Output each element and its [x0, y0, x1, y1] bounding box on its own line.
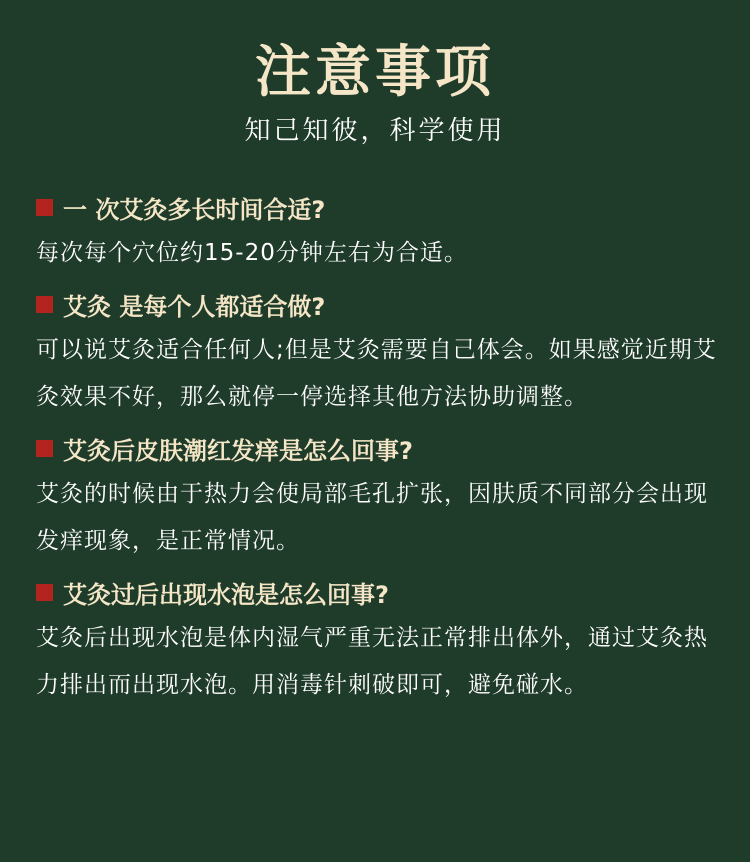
- square-bullet-icon: [36, 296, 53, 313]
- faq-answer: 可以说艾灸适合任何人;但是艾灸需要自己体会。如果感觉近期艾灸效果不好，那么就停一停选择其他方法协助调整。: [36, 337, 717, 410]
- faq-answer: 艾灸的时候由于热力会使局部毛孔扩张，因肤质不同部分会出现发痒现象，是正常情况。: [36, 481, 708, 554]
- faq-item-1: [36, 184, 726, 277]
- faq-answer: 艾灸后出现水泡是体内湿气严重无法正常排出体外，通过艾灸热力排出而出现水泡。用消毒针刺破即可，避免碰水。: [36, 625, 708, 698]
- square-bullet-icon: [36, 584, 53, 601]
- faq-question-text: 艾灸 是每个人都适合做?: [63, 292, 326, 321]
- faq-question: [36, 569, 726, 615]
- faq-question-text: 艾灸过后出现水泡是怎么回事?: [63, 580, 389, 609]
- faq-item-4: [36, 569, 726, 709]
- page-subtitle: 知己知彼，科学使用: [244, 116, 506, 146]
- faq-question-text: 一 次艾灸多长时间合适?: [63, 195, 326, 224]
- faq-question-text: 艾灸后皮肤潮红发痒是怎么回事?: [63, 436, 413, 465]
- faq-question: [36, 281, 726, 327]
- square-bullet-icon: [36, 440, 53, 457]
- faq-item-3: [36, 425, 726, 565]
- faq-question: [36, 184, 726, 230]
- square-bullet-icon: [36, 199, 53, 216]
- faq-question: [36, 425, 726, 471]
- page-title: 注意事项: [255, 40, 495, 105]
- faq-answer: 每次每个穴位约15-20分钟左右为合适。: [36, 240, 468, 266]
- faq-item-2: [36, 281, 726, 421]
- faq-list: [36, 184, 726, 713]
